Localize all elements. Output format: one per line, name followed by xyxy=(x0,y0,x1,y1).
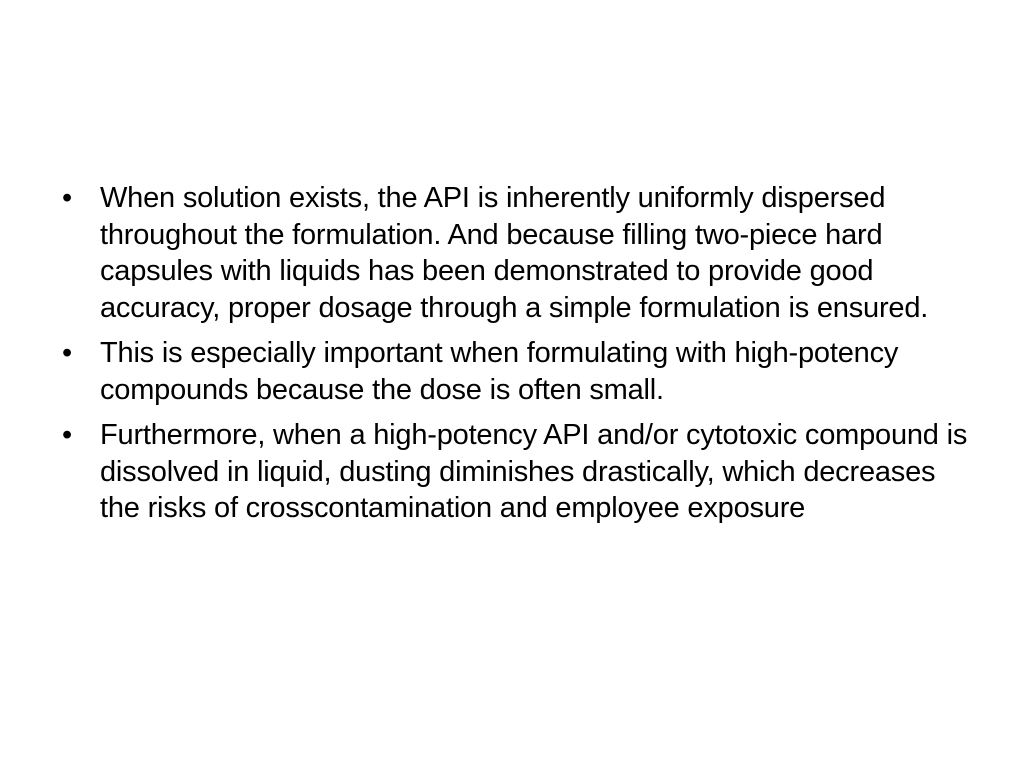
bullet-item-1 xyxy=(62,180,982,326)
slide-body xyxy=(62,180,982,536)
bullet-marker-icon: • xyxy=(62,182,72,214)
bullet-item-3 xyxy=(62,417,982,527)
bullet-text: This is especially important when formulating with high-potency compounds because the dose is often small. xyxy=(100,337,899,406)
bullet-marker-icon: • xyxy=(62,337,72,369)
bullet-marker-icon: • xyxy=(62,419,72,451)
bullet-list xyxy=(62,180,982,527)
bullet-text: Furthermore, when a high-potency API and/or cytotoxic compound is dissolved in liquid, dusting diminishes drastically, which decreases the risks of crosscontamination and employee exposure xyxy=(100,419,968,524)
bullet-text: When solution exists, the API is inherently uniformly dispersed throughout the formulation. And because filling two-piece hard capsules with liquids has been demonstrated to provide good accuracy, proper dosage through a simple formulation is ensured. xyxy=(100,182,929,324)
bullet-item-2 xyxy=(62,335,982,408)
